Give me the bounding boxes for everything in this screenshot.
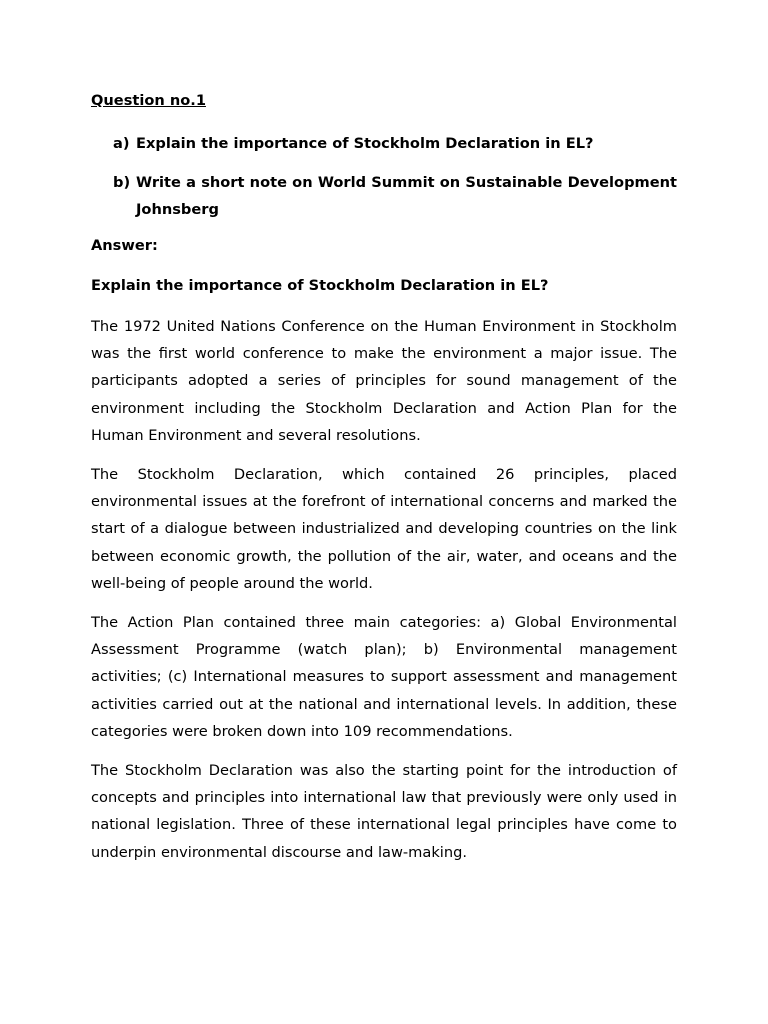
question-heading: Question no.1 xyxy=(91,92,206,109)
section-heading: Explain the importance of Stockholm Declaration in EL? xyxy=(91,277,549,294)
paragraph: The Action Plan contained three main categories: a) Global Environmental Assessment Programme (watch plan); b) Environmental management activities; (c) International measures to support assessment and management activities carried out at the national and international levels. In addition, these categories were broken down into 109 recommendations. xyxy=(91,614,677,740)
question-marker: a) xyxy=(113,135,130,152)
paragraph: The Stockholm Declaration was also the starting point for the introduction of concepts and principles into international law that previously were only used in national legislation. Three of these international legal principles have come to underpin environmental discourse and law-making. xyxy=(91,762,677,861)
question-marker: b) xyxy=(113,174,131,191)
answer-label: Answer: xyxy=(91,237,158,254)
paragraph: The 1972 United Nations Conference on the Human Environment in Stockholm was the first world conference to make the environment a major issue. The participants adopted a series of principles for sound management of the environment including the Stockholm Declaration and Action Plan for the Human Environment and several resolutions. xyxy=(91,318,677,444)
paragraph: The Stockholm Declaration, which contained 26 principles, placed environmental issues at the forefront of international concerns and marked the start of a dialogue between industrialized and developing countries on the link between economic growth, the pollution of the air, water, and oceans and the well-being of people around the world. xyxy=(91,466,677,592)
question-text: Explain the importance of Stockholm Declaration in EL? xyxy=(136,135,594,152)
question-item-a xyxy=(91,130,677,157)
question-item-b xyxy=(91,169,677,223)
question-text: Write a short note on World Summit on Sustainable Development Johnsberg xyxy=(136,174,677,218)
